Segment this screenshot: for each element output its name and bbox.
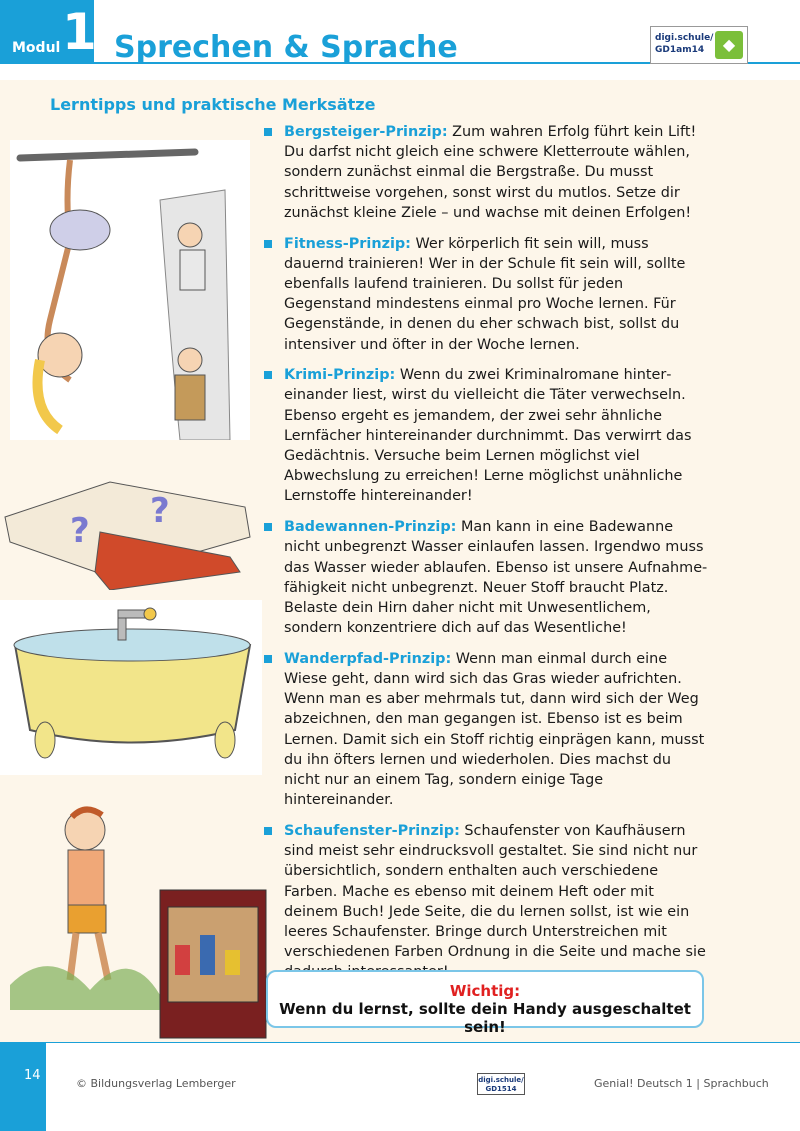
tip-text: Wenn man einmal durch eine Wiese geht, dann wird sich das Gras wieder aufrichten. Wenn man es aber mehrmals tut, dann wird sich der Weg abzeichnen, den man gegangen ist. Ebenso ist es beim Lernen. Damit sich ein Stoff richtig einprägen kann, musst du ihn öfters lernen und wiederholen. Dies machst du nicht nur an einem Tag, sondern einige Tage hintereinander.	[284, 650, 705, 809]
callout-heading: Wichtig:	[449, 982, 521, 1000]
bullet-square-icon	[264, 827, 272, 835]
tip-item	[262, 821, 708, 983]
tip-term: Fitness-Prinzip:	[284, 235, 411, 252]
bullet-square-icon	[264, 523, 272, 531]
page-number: 14	[24, 1068, 41, 1083]
tip-item	[262, 649, 708, 811]
tip-term: Wanderpfad-Prinzip:	[284, 650, 452, 667]
tip-term: Bergsteiger-Prinzip:	[284, 124, 448, 140]
tip-text: Wer körperlich fit sein will, muss dauernd trainieren! Wer in der Schule fit sein will, sollte ebenfalls laufend trainieren. Du sollst für jeden Gegenstand mindestens einmal pro Woche lernen. Für Gegenstände, in denen du eher schwach bist, sollst du intensiver und öfter in der Woche lernen.	[284, 235, 686, 353]
tip-text: Schaufenster von Kaufhäusern sind meist sehr eindrucksvoll gestaltet. Sie sind nicht nur übersichtlich, sondern enthalten auch verschiedene Farben. Mache es ebenso mit deinem Heft oder mit deinem Buch! Jede Seite, die du lernen sollst, ist wie ein leeres Schaufenster. Bringe durch Unterstreichen mit verschiedenen Farben Ordnung in die Seite und mache sie	[284, 823, 706, 961]
svg-text:?: ?	[70, 511, 90, 551]
tip-term: Schaufenster-Prinzip:	[284, 823, 460, 839]
footer-rule	[46, 1042, 800, 1043]
bullet-square-icon	[264, 128, 272, 136]
tip-item	[262, 122, 708, 223]
tip-item	[262, 517, 708, 638]
illustration-books	[0, 462, 260, 590]
svg-text:?: ?	[150, 491, 170, 531]
digi-footer-line1: digi.schule/	[478, 1076, 524, 1084]
digi-code-line1: digi.schule/	[655, 33, 714, 43]
callout-text: Wenn du lernst, sollte dein Handy ausgeschaltet sein!	[279, 1000, 691, 1036]
tip-text: Man kann in eine Badewanne nicht unbegrenzt Wasser einlaufen lassen. Irgendwo muss das Wasser wieder ablaufen. Ebenso ist unsere Aufnahmefähigkeit nicht unbegrenzt. Neuer Stoff braucht Platz. Belaste dein Hirn daher nicht mit Unwesentlichem, sondern konzentriere dich auf das Wesentliche!	[284, 519, 708, 637]
illustration-climbers	[10, 140, 250, 440]
tip-text: Wenn du zwei Kriminalromane hintereinander liest, wirst du vielleicht die Täter verwechseln. Ebenso ergeht es jemandem, der zwei sehr ähnliche Lernfächer hintereinander durchnimmt. Das verwirrt das Gedächtnis. Versuche beim Lernen möglichst viel Abwechslung zu erreichen! Lerne möglichst unähnliche Lernstoffe hintereinander!	[284, 367, 692, 505]
bullet-square-icon	[264, 371, 272, 379]
modul-number: 1	[62, 3, 97, 61]
illustration-bathtub	[0, 600, 262, 775]
modul-tab	[0, 0, 97, 64]
tip-term: Badewannen-Prinzip:	[284, 519, 457, 536]
important-callout	[266, 970, 704, 1036]
bullet-square-icon	[264, 655, 272, 663]
section-title: Lerntipps und praktische Merksätze	[50, 95, 376, 114]
digi-schule-link[interactable]	[650, 26, 748, 64]
app-icon: ◆	[715, 31, 743, 59]
modul-label: Modul	[12, 40, 61, 56]
tip-item	[262, 234, 708, 355]
bullet-square-icon	[264, 240, 272, 248]
digi-footer-line2: GD1514	[485, 1085, 517, 1093]
tips-list	[262, 122, 708, 993]
page-number-tab	[0, 1042, 46, 1131]
page-title: Sprechen & Sprache	[114, 30, 458, 65]
book-title: Genial! Deutsch 1 | Sprachbuch	[594, 1077, 769, 1090]
tip-text: Zum wahren Erfolg führt kein Lift! Du darfst nicht gleich eine schwere Kletterroute wählen, sondern zunächst einmal die Bergstraße. Du musst schrittweise vorgehen, sonst wirst du mutlos. Setze dir zunächst kleine Ziele – und wachse mit deinen Erfolgen!	[284, 124, 697, 221]
digi-code-line2: GD1am14	[655, 45, 705, 55]
digi-code	[655, 32, 713, 56]
illustration-walker-shopwindow	[10, 795, 272, 1040]
tip-term: Krimi-Prinzip:	[284, 367, 396, 384]
copyright: © Bildungsverlag Lemberger	[76, 1077, 236, 1090]
tip-item	[262, 365, 708, 506]
digi-schule-footer-link[interactable]	[477, 1073, 525, 1095]
